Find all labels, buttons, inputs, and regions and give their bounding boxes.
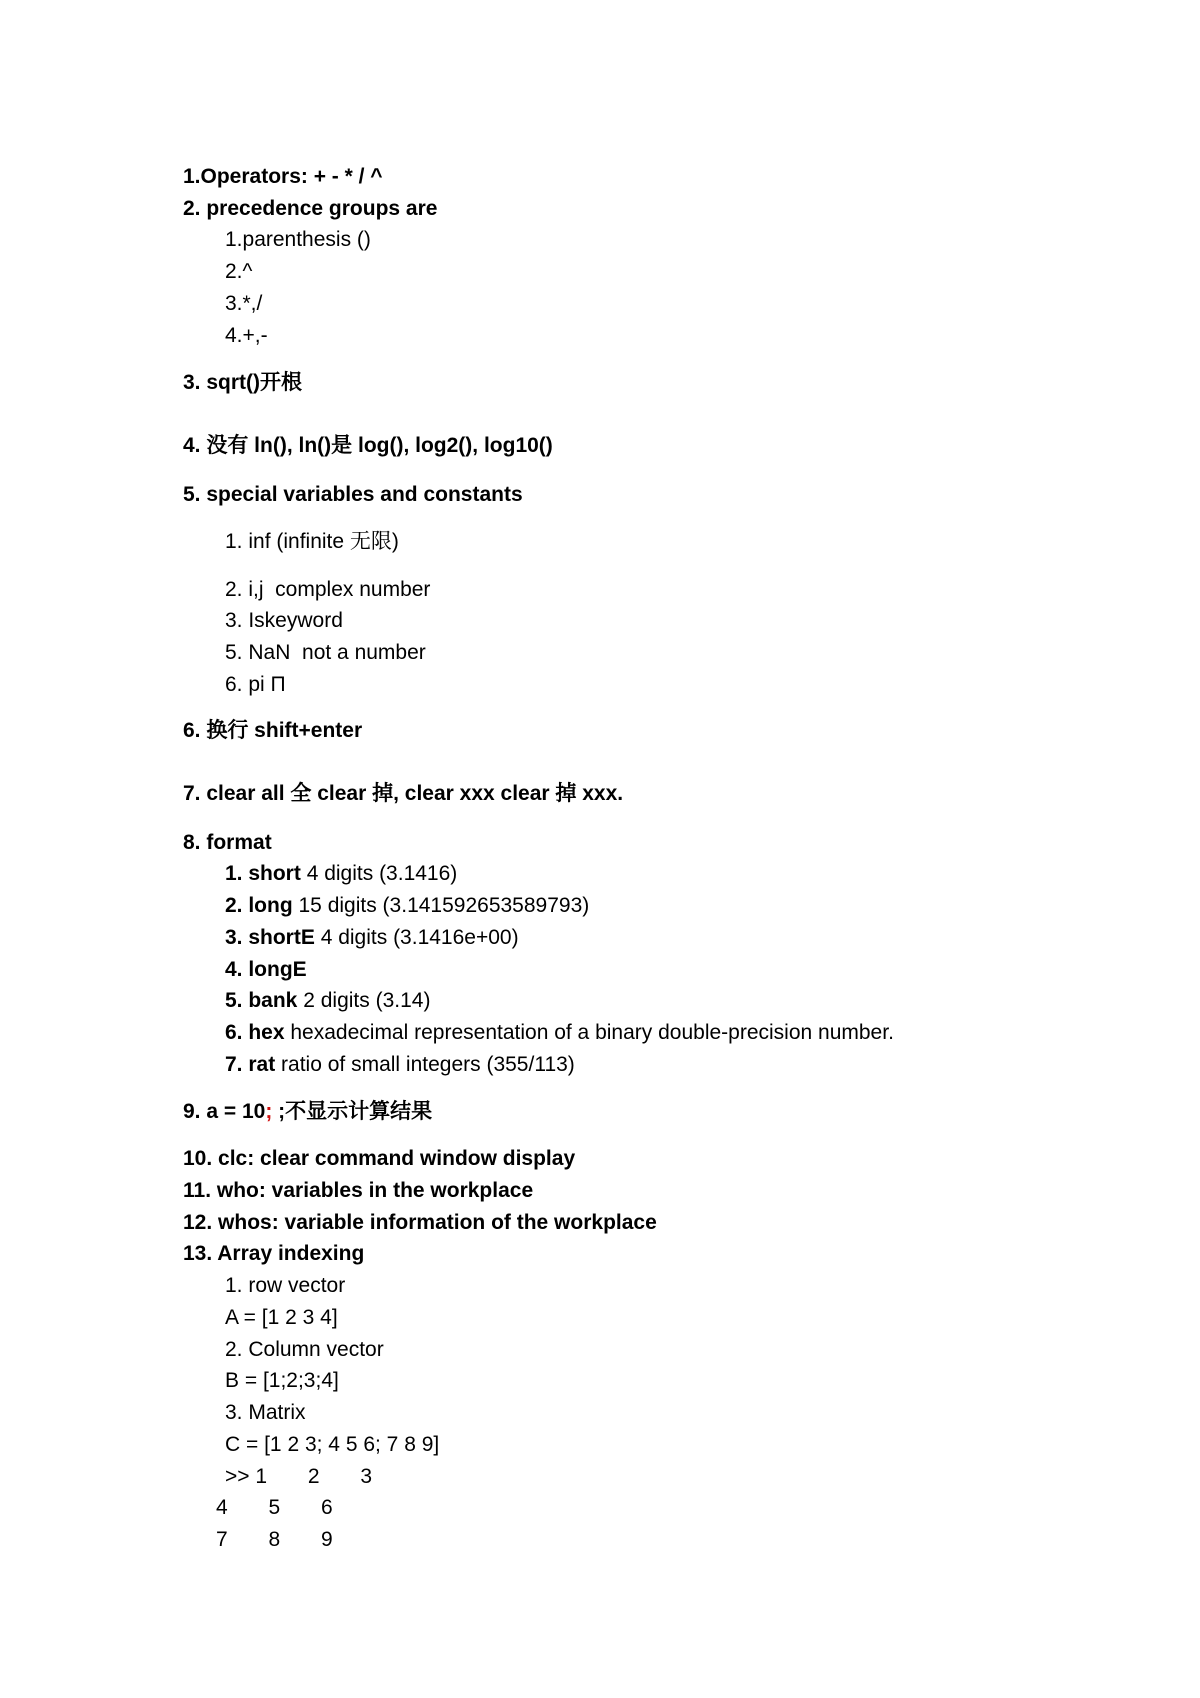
- format-shorte: [225, 925, 519, 951]
- precedence-1: 1.parenthesis (): [225, 228, 371, 251]
- item-who: 11. who: variables in the workplace: [183, 1179, 534, 1202]
- format-key: 2. long: [225, 894, 293, 917]
- format-longe: [225, 957, 307, 983]
- array-matrix: 3. Matrix: [225, 1401, 306, 1424]
- semicolon-desc: ;不显示计算结果: [272, 1100, 433, 1123]
- item-special-vars: 5. special variables and constants: [183, 483, 523, 506]
- special-iskeyword: 3. Iskeyword: [225, 609, 343, 632]
- semicolon-mark: ;: [265, 1100, 273, 1123]
- format-desc: 4 digits (3.1416): [300, 862, 458, 885]
- semicolon-code: 9. a = 10: [183, 1100, 266, 1123]
- special-inf: 1. inf (infinite 无限): [225, 530, 399, 553]
- format-key: 1. short: [225, 862, 301, 885]
- item-array-indexing: 13. Array indexing: [183, 1242, 365, 1265]
- item-sqrt: 3. sqrt()开根: [183, 371, 303, 394]
- item-clear: 7. clear all 全 clear 掉, clear xxx clear 掉 xxx.: [183, 782, 624, 805]
- array-column-code: B = [1;2;3;4]: [225, 1369, 339, 1392]
- format-key: 6. hex: [225, 1021, 285, 1044]
- format-hex: [225, 1020, 894, 1046]
- matrix-output-row: 4 5 6: [216, 1496, 333, 1519]
- format-key: 4. longE: [225, 958, 307, 981]
- special-pi: 6. pi Π: [225, 673, 286, 696]
- format-short: [225, 861, 457, 887]
- format-rat: [225, 1052, 575, 1078]
- item-newline: 6. 换行 shift+enter: [183, 719, 363, 742]
- format-desc: ratio of small integers (355/113): [275, 1053, 575, 1076]
- item-log: 4. 没有 ln(), ln()是 log(), log2(), log10(): [183, 434, 553, 457]
- format-desc: 15 digits (3.141592653589793): [292, 894, 590, 917]
- item-clc: 10. clc: clear command window display: [183, 1147, 576, 1170]
- format-desc: hexadecimal representation of a binary double-precision number.: [284, 1021, 894, 1044]
- array-matrix-code: C = [1 2 3; 4 5 6; 7 8 9]: [225, 1433, 440, 1456]
- format-desc: 2 digits (3.14): [297, 989, 431, 1012]
- item-precedence: 2. precedence groups are: [183, 197, 438, 220]
- item-operators: 1.Operators: + - * / ^: [183, 165, 383, 188]
- format-bank: [225, 988, 430, 1014]
- special-ij: 2. i,j complex number: [225, 578, 431, 601]
- format-desc: 4 digits (3.1416e+00): [314, 926, 519, 949]
- item-whos: 12. whos: variable information of the workplace: [183, 1211, 657, 1234]
- special-nan: 5. NaN not a number: [225, 641, 426, 664]
- item-semicolon: [183, 1099, 432, 1125]
- matrix-output-row: 7 8 9: [216, 1528, 333, 1551]
- format-key: 3. shortE: [225, 926, 315, 949]
- matrix-output-row: >> 1 2 3: [225, 1465, 373, 1488]
- array-column-vector: 2. Column vector: [225, 1338, 384, 1361]
- precedence-2: 2.^: [225, 260, 253, 283]
- precedence-3: 3.*,/: [225, 292, 263, 315]
- array-row-code: A = [1 2 3 4]: [225, 1306, 338, 1329]
- precedence-4: 4.+,-: [225, 324, 268, 347]
- format-long: [225, 893, 589, 919]
- array-row-vector: 1. row vector: [225, 1274, 346, 1297]
- format-key: 5. bank: [225, 989, 298, 1012]
- item-format: 8. format: [183, 831, 272, 854]
- format-key: 7. rat: [225, 1053, 276, 1076]
